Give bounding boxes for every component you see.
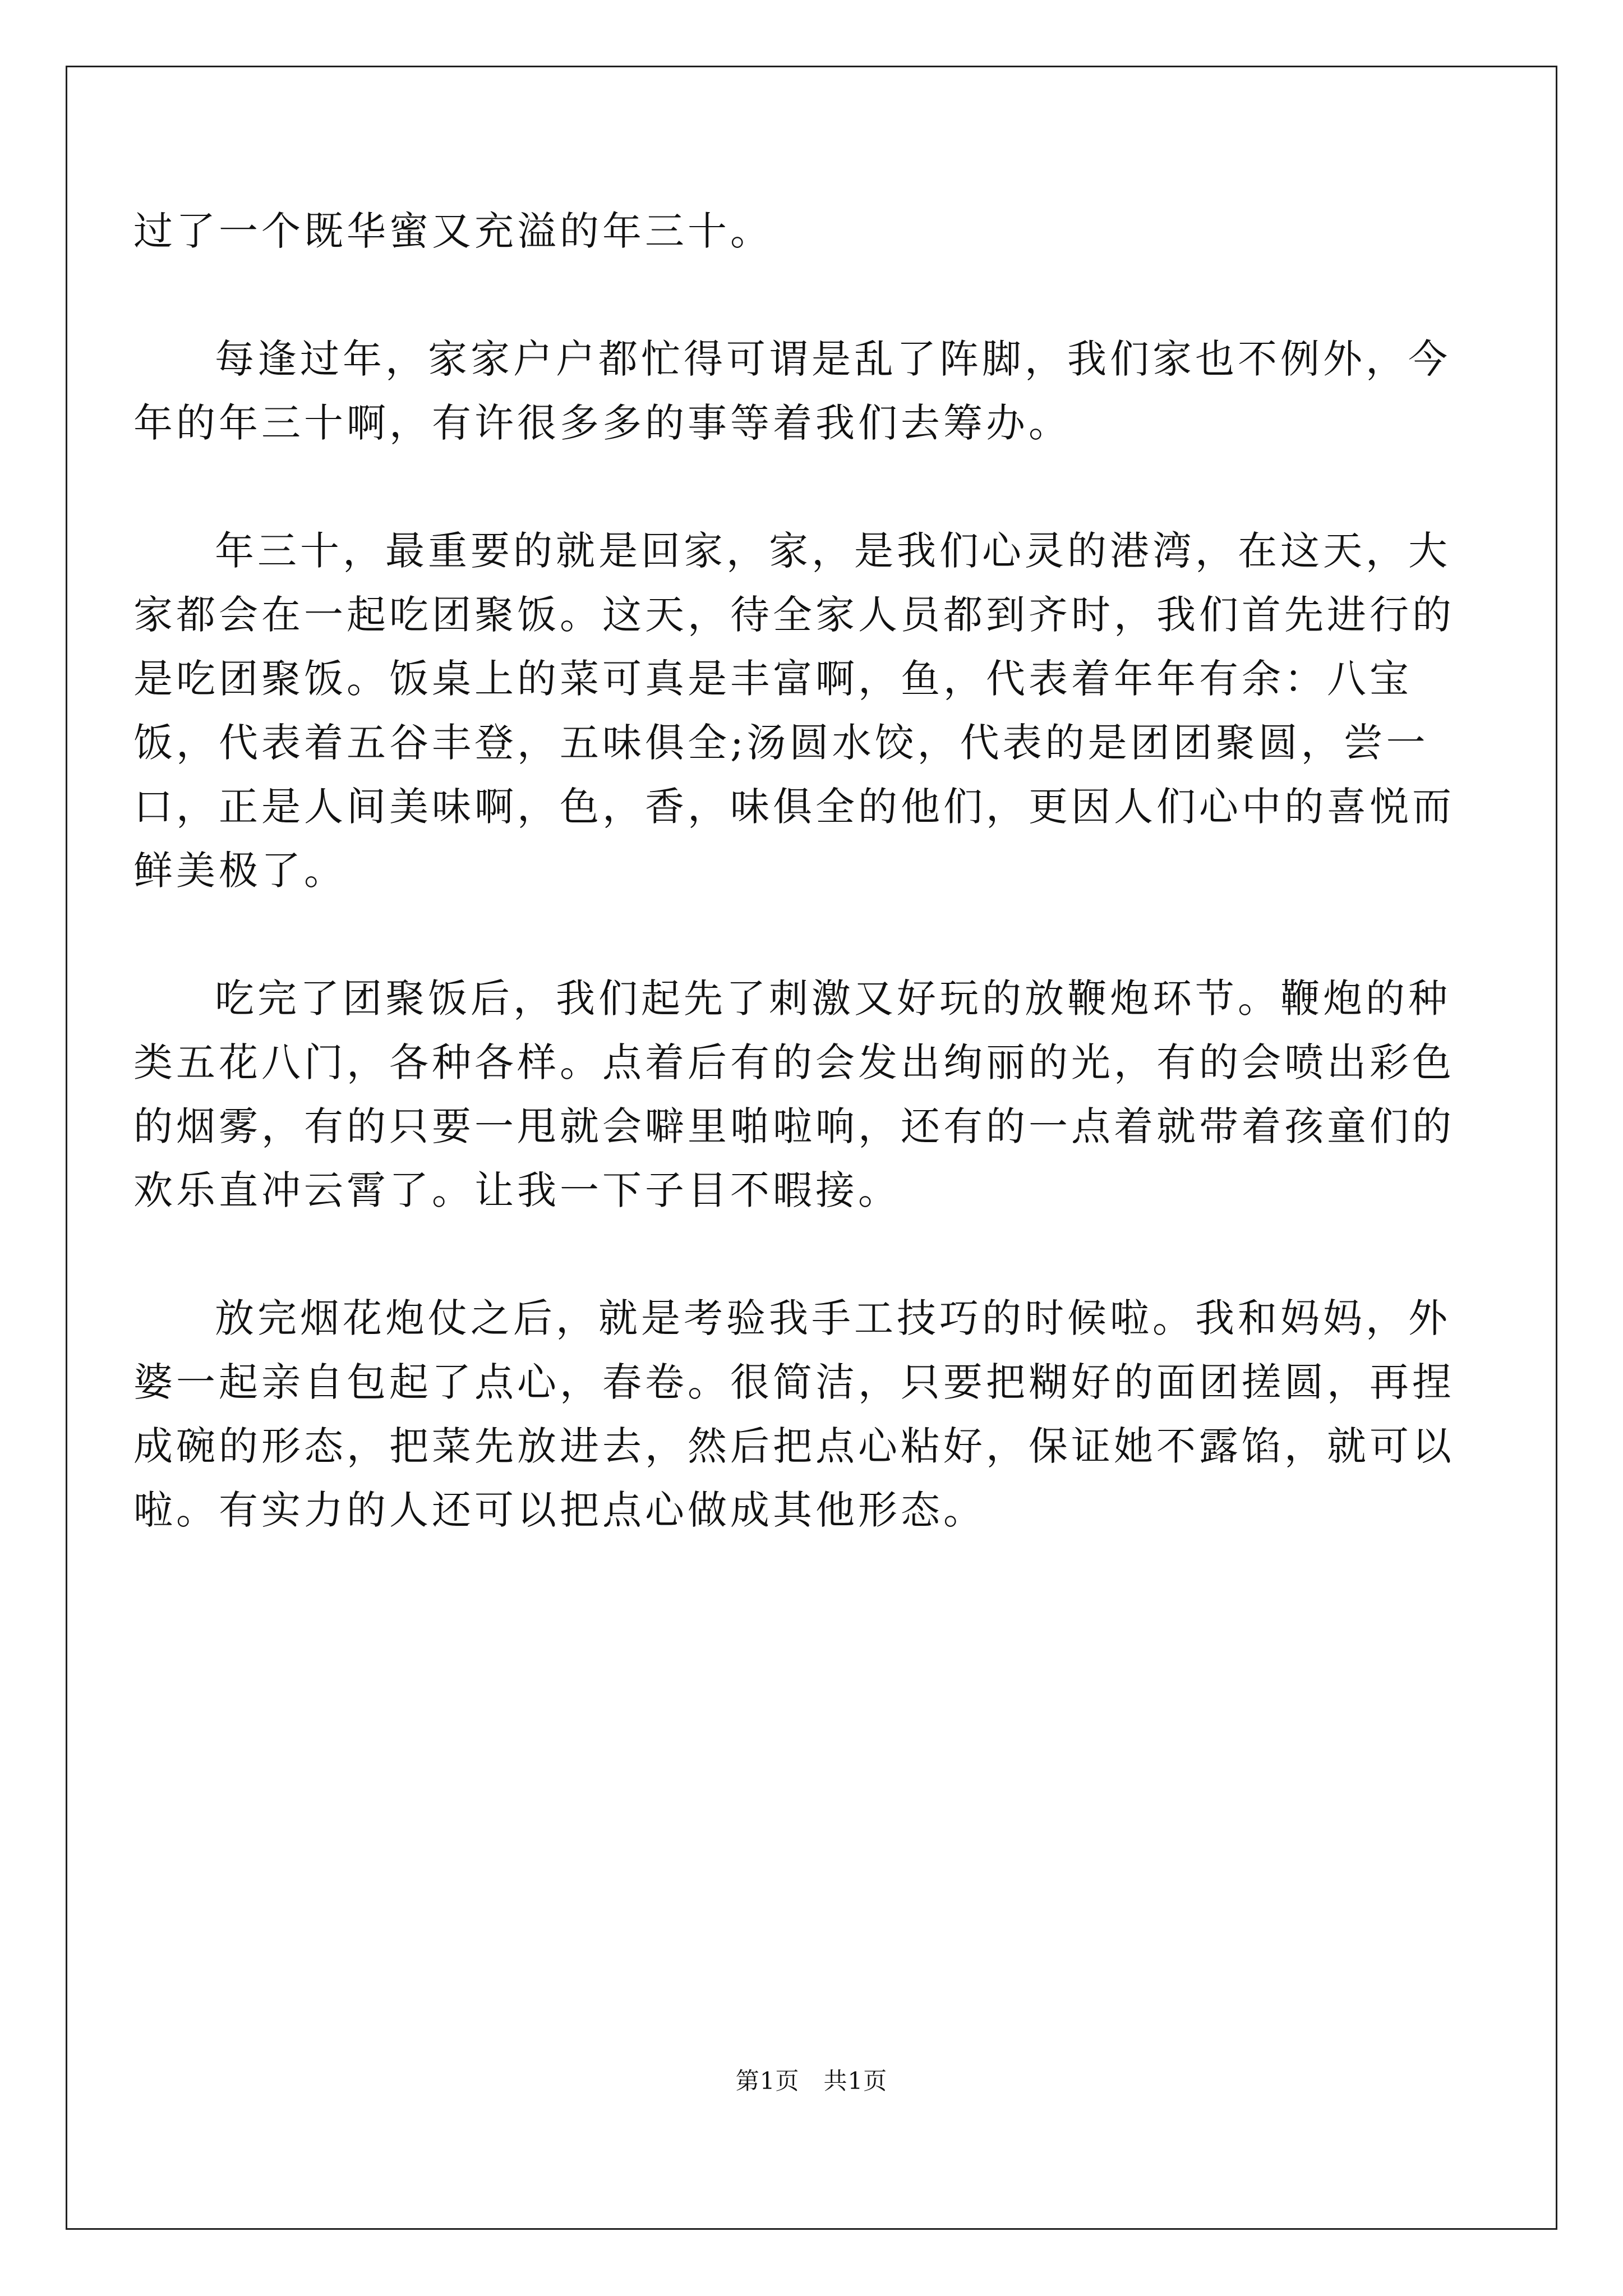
page-footer bbox=[0, 2064, 1623, 2098]
paragraph-2: 每逢过年，家家户户都忙得可谓是乱了阵脚，我们家也不例外，今年的年三十啊，有许很多多的事等着我们去筹办。 bbox=[133, 336, 1451, 446]
paragraph-5: 放完烟花炮仗之后，就是考验我手工技巧的时候啦。我和妈妈，外婆一起亲自包起了点心，春卷。很简洁，只要把糊好的面团搓圆，再捏成碗的形态，把菜先放进去，然后把点心粘好，保证她不露馅，就可以啦。有实力的人还可以把点心做成其他形态。 bbox=[133, 1295, 1455, 1533]
page-total: 共1页 bbox=[823, 2067, 888, 2095]
paragraph-3: 年三十，最重要的就是回家，家，是我们心灵的港湾，在这天，大家都会在一起吃团聚饭。这天，待全家人员都到齐时，我们首先进行的是吃团聚饭。饭桌上的菜可真是丰富啊，鱼，代表着年年有余：八宝饭，代表着五谷丰登，五味俱全;汤圆水饺，代表的是团团聚圆，尝一口，正是人间美味啊，色，香，味俱全的他们，更因人们心中的喜悦而鲜美极了。 bbox=[133, 528, 1455, 894]
page-number: 第1页 bbox=[735, 2067, 800, 2095]
document-body bbox=[133, 199, 1491, 1542]
paragraph-1: 过了一个既华蜜又充溢的年三十。 bbox=[133, 208, 773, 254]
paragraph-4: 吃完了团聚饭后，我们起先了刺激又好玩的放鞭炮环节。鞭炮的种类五花八门，各种各样。点着后有的会发出绚丽的光，有的会喷出彩色的烟雾，有的只要一甩就会噼里啪啦响，还有的一点着就带着孩童们的欢乐直冲云霄了。让我一下子目不暇接。 bbox=[133, 976, 1455, 1213]
